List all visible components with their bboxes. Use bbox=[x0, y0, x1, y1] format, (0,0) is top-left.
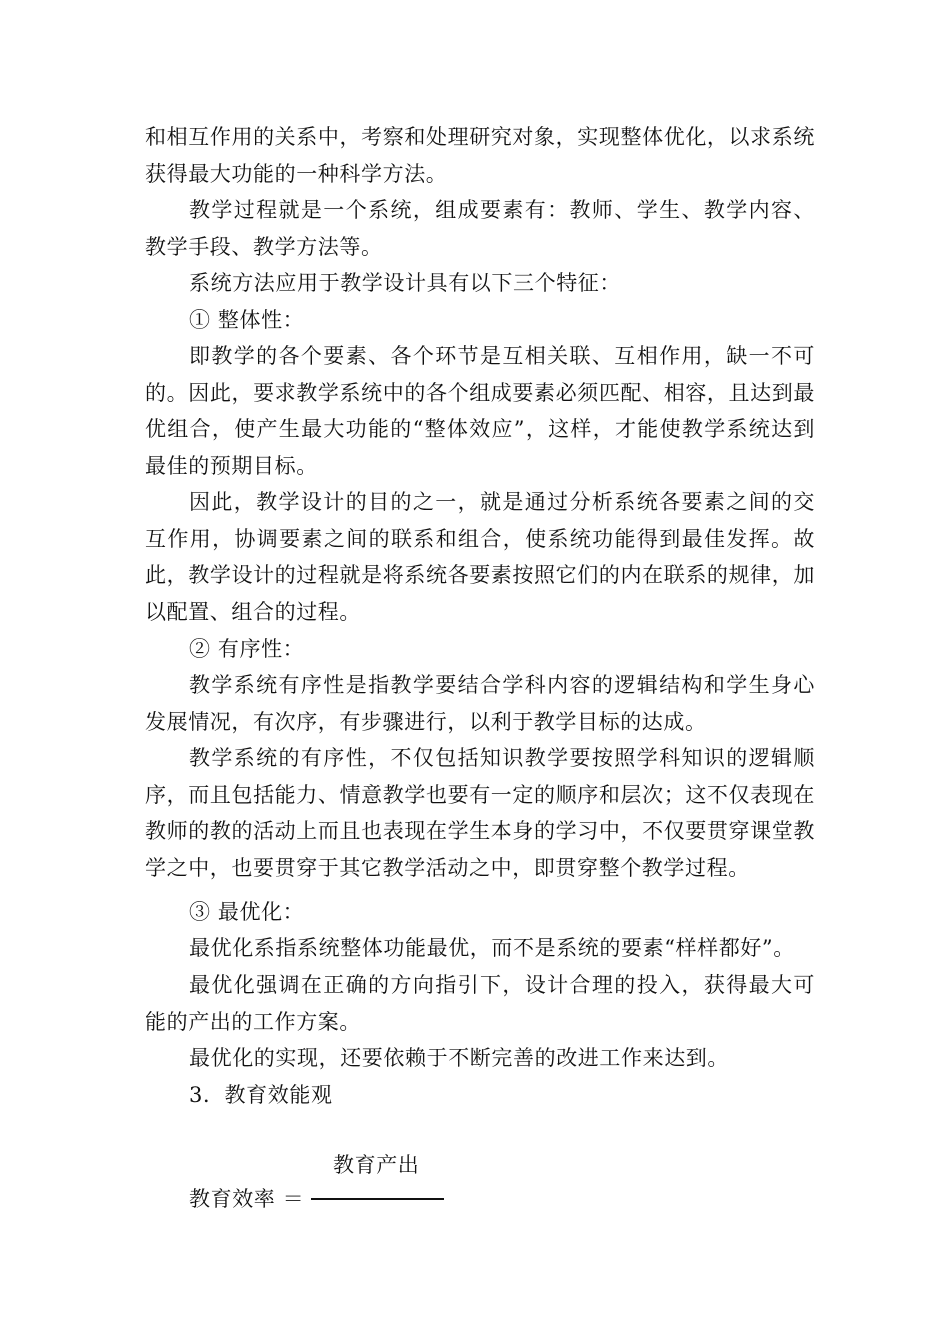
formula-fraction-line bbox=[311, 1198, 444, 1200]
paragraph-optimization-definition: 最优化系指系统整体功能最优，而不是系统的要素“样样都好”。 bbox=[189, 936, 795, 960]
heading-optimization: ③ 最优化： bbox=[189, 900, 305, 924]
formula-numerator: 教育产出 bbox=[333, 1153, 420, 1177]
formula-left-side: 教育效率 ＝ bbox=[189, 1187, 305, 1211]
paragraph-design-purpose: 因此，教学设计的目的之一，就是通过分析系统各要素之间的交互作用，协调要素之间的联系和组合，使系统功能得到最佳发挥。故此，教学设计的过程就是将系统各要素按照它们的内在联系的规律，加以配置、组合的过程。 bbox=[145, 490, 815, 624]
paragraph-orderliness-definition: 教学系统有序性是指教学要结合学科内容的逻辑结构和学生身心发展情况，有次序，有步骤进行，以利于教学目标的达成。 bbox=[145, 673, 815, 734]
paragraph-teaching-process-system: 教学过程就是一个系统，组成要素有：教师、学生、教学内容、教学手段、教学方法等。 bbox=[145, 198, 815, 259]
paragraph-optimization-realization: 最优化的实现，还要依赖于不断完善的改进工作来达到。 bbox=[189, 1046, 729, 1070]
paragraph-system-method-end: 和相互作用的关系中，考察和处理研究对象，实现整体优化，以求系统获得最大功能的一种科学方法。 bbox=[145, 125, 815, 186]
paragraph-wholeness-detail: 即教学的各个要素、各个环节是互相关联、互相作用，缺一不可的。因此，要求教学系统中的各个组成要素必须匹配、相容，且达到最优组合，使产生最大功能的“整体效应”，这样，才能使教学系统达到最佳的预期目标。 bbox=[145, 344, 815, 478]
paragraph-optimization-direction: 最优化强调在正确的方向指引下，设计合理的投入，获得最大可能的产出的工作方案。 bbox=[145, 973, 815, 1034]
heading-orderliness: ② 有序性： bbox=[189, 637, 305, 661]
paragraph-orderliness-detail: 教学系统的有序性，不仅包括知识教学要按照学科知识的逻辑顺序，而且包括能力、情意教学也要有一定的顺序和层次；这不仅表现在教师的教的活动上而且也表现在学生本身的学习中，不仅要贯穿课堂教学之中，也要贯穿于其它教学活动之中，即贯穿整个教学过程。 bbox=[145, 746, 815, 880]
paragraph-three-features-intro: 系统方法应用于教学设计具有以下三个特征： bbox=[189, 271, 621, 295]
heading-wholeness: ① 整体性： bbox=[189, 308, 305, 332]
heading-education-efficiency: 3．教育效能观 bbox=[189, 1083, 333, 1107]
